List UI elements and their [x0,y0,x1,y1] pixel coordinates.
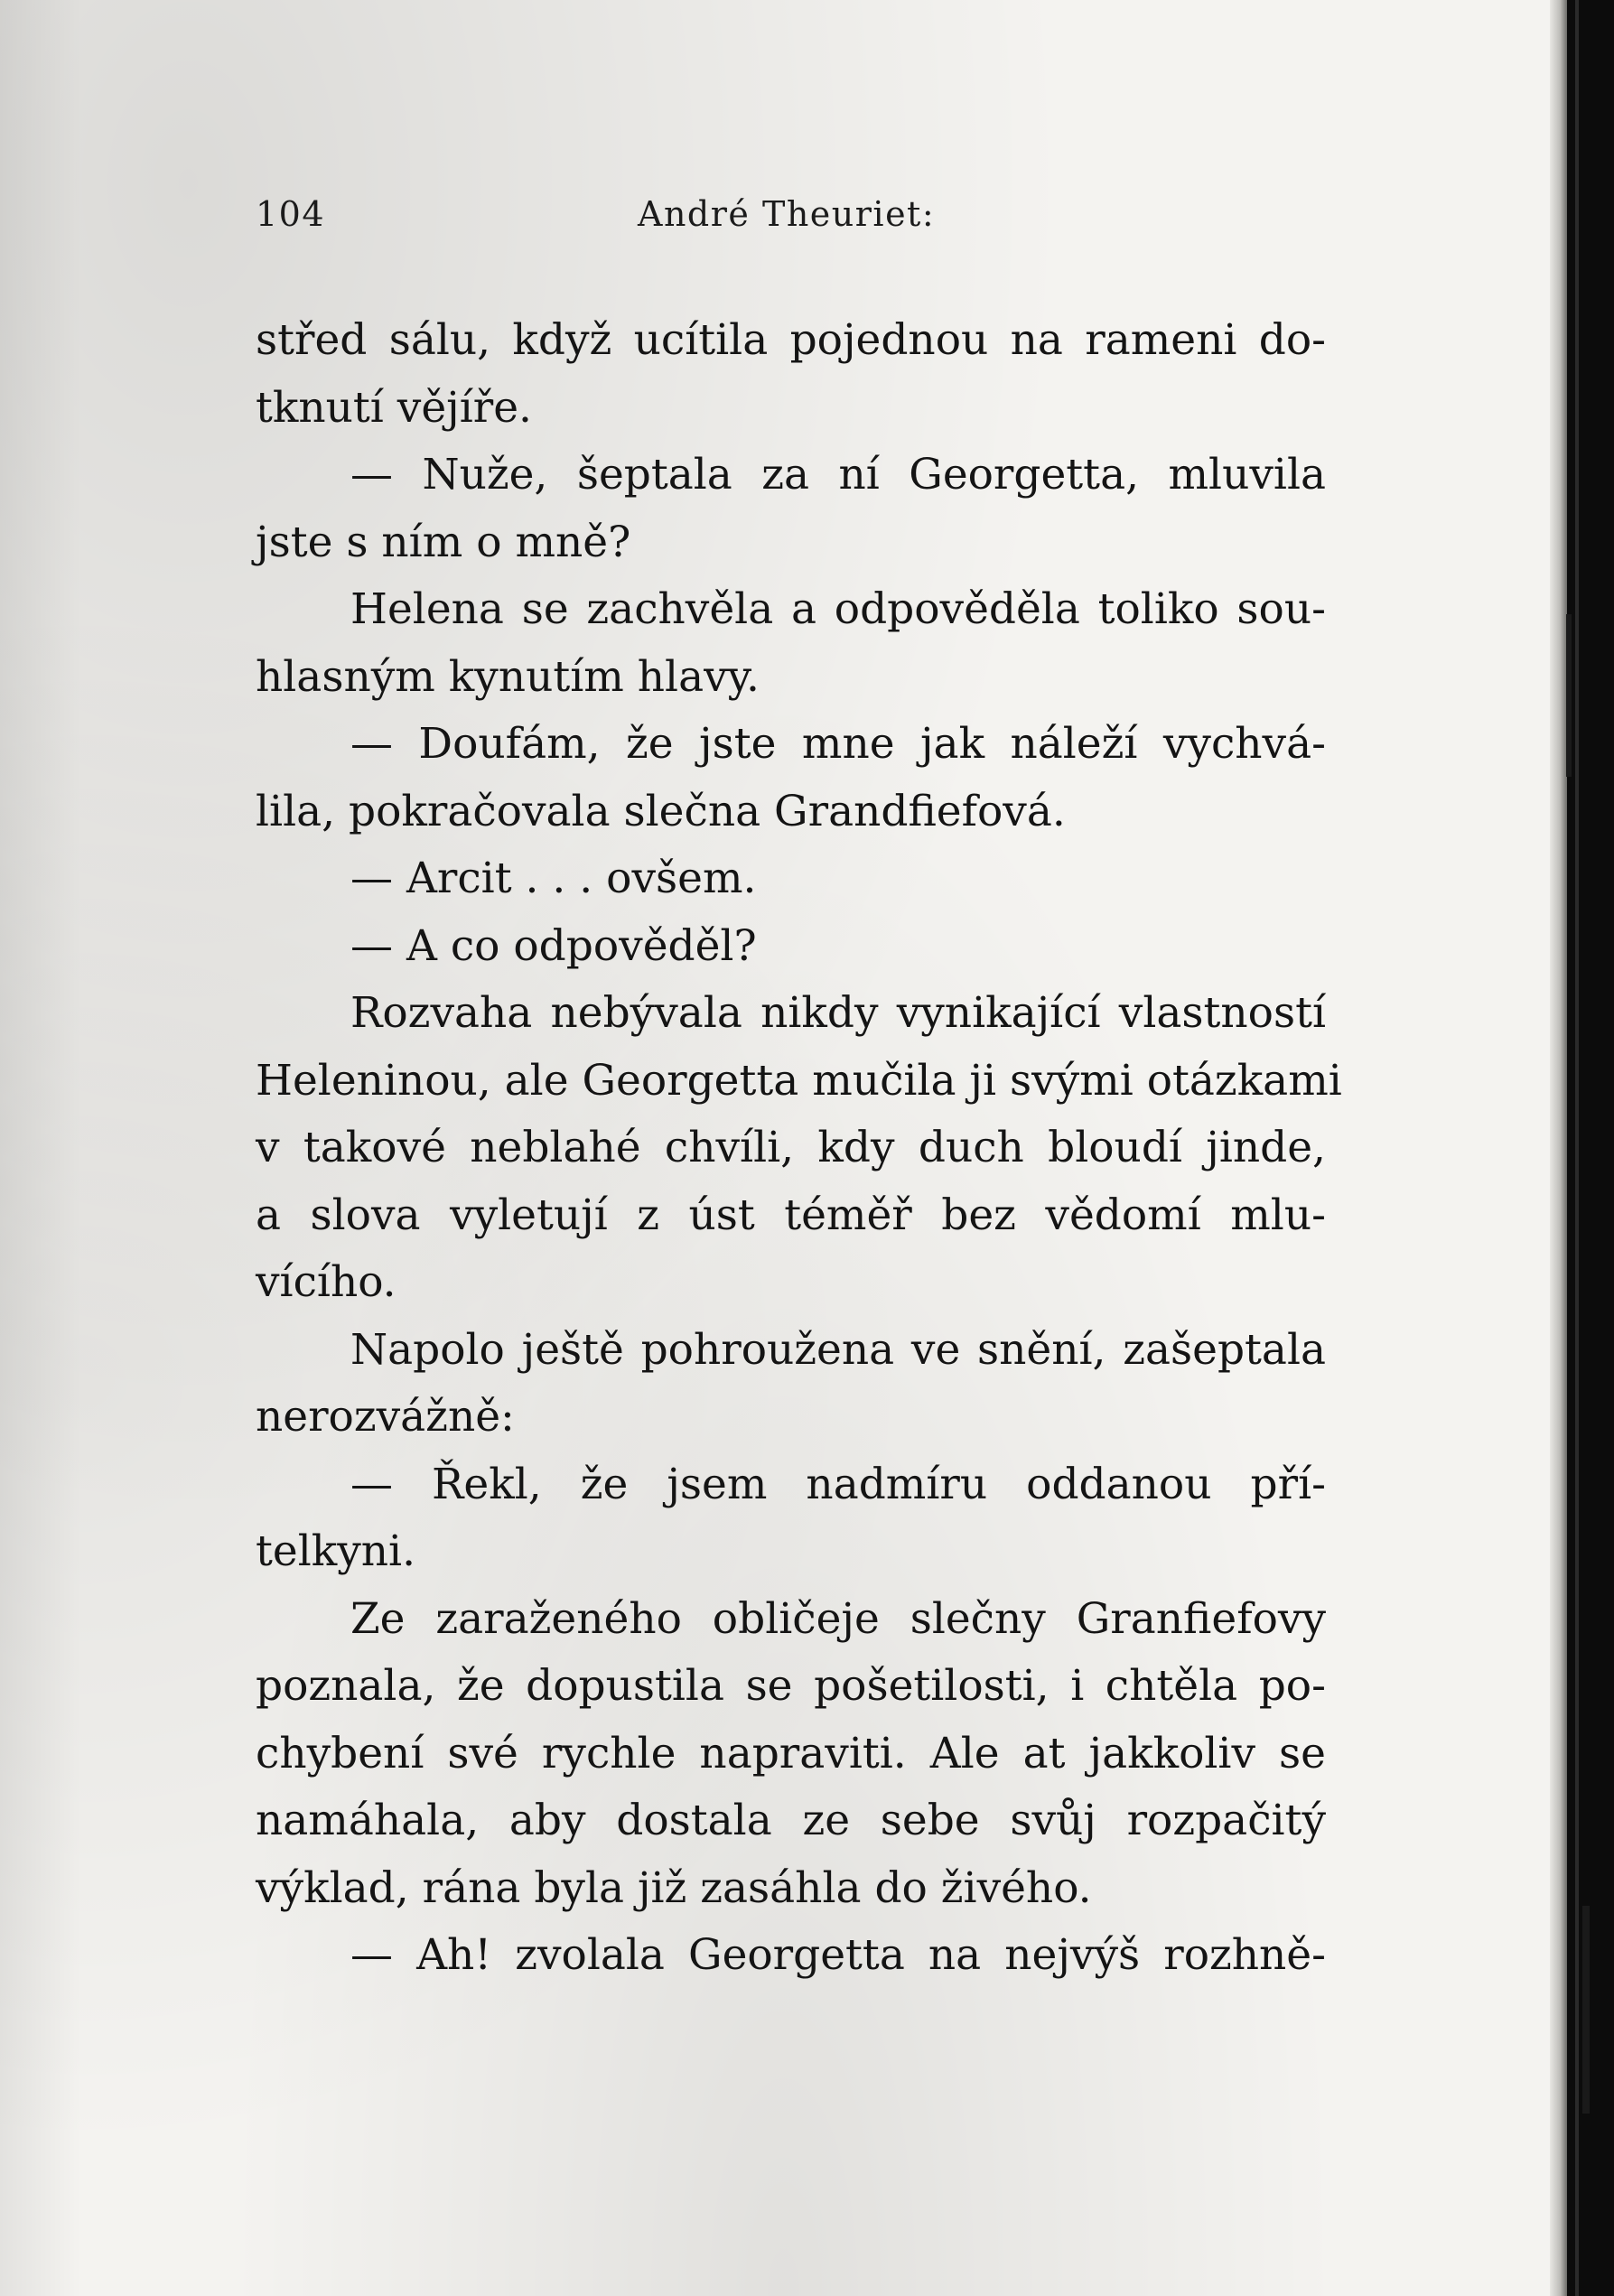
text-line: — Nuže, šeptala za ní Georgetta, mluvila [350,450,1326,499]
text-line: tknutí vějíře. [256,382,532,433]
text-line: — Arcit . . . ovšem. [350,854,757,903]
text-line: střed sálu, když ucítila pojednou na rameni do- [256,315,1326,365]
page-header [256,194,1326,245]
text-line: Napolo ještě pohroužena ve snění, zašeptala [350,1324,1326,1375]
text-line: výklad, rána byla již zasáhla do živého. [256,1862,1092,1913]
text-line: telkyni. [256,1526,416,1576]
text-line: lila, pokračovala slečna Grandfiefová. [256,786,1066,836]
gutter-shadow-upper [1575,0,1579,2296]
text-line: poznala, že dopustila se pošetilosti, i chtěla po- [256,1661,1326,1711]
gutter-rule-mark [1566,614,1572,777]
text-line: namáhala, aby dostala ze sebe svůj rozpačitý [256,1796,1326,1845]
text-line: vícího. [256,1257,397,1307]
text-line: v takové neblahé chvíli, kdy duch bloudí jinde, [256,1123,1326,1172]
body-text [256,307,1342,1990]
text-line: hlasným kynutím hlavy. [256,651,760,702]
gutter-rule-mark-lower [1582,1906,1590,2114]
text-line: — Doufám, že jste mne jak náleží vychvá- [350,719,1326,769]
text-line: a slova vyletují z úst téměř bez vědomí mlu- [256,1190,1326,1240]
text-line: chybení své rychle napraviti. Ale at jakkoliv se [256,1728,1326,1778]
page-edge [1550,0,1567,2296]
text-line: — Ah! zvolala Georgetta na nejvýš rozhně- [350,1930,1326,1980]
running-head: André Theuriet: [638,194,936,234]
text-line: Ze zaraženého obličeje slečny Granfiefovy [350,1593,1326,1644]
text-line: Helena se zachvěla a odpověděla toliko sou- [350,584,1326,634]
text-line: — Řekl, že jsem nadmíru oddanou pří- [350,1459,1326,1509]
text-line: Heleninou, ale Georgetta mučila ji svými otázkami [256,1055,1342,1106]
text-line: — A co odpověděl? [350,920,757,971]
text-line: Rozvaha nebývala nikdy vynikající vlastností [350,988,1326,1038]
page-number: 104 [256,194,326,234]
text-line: nerozvážně: [256,1392,515,1442]
text-line: jste s ním o mně? [256,517,631,567]
